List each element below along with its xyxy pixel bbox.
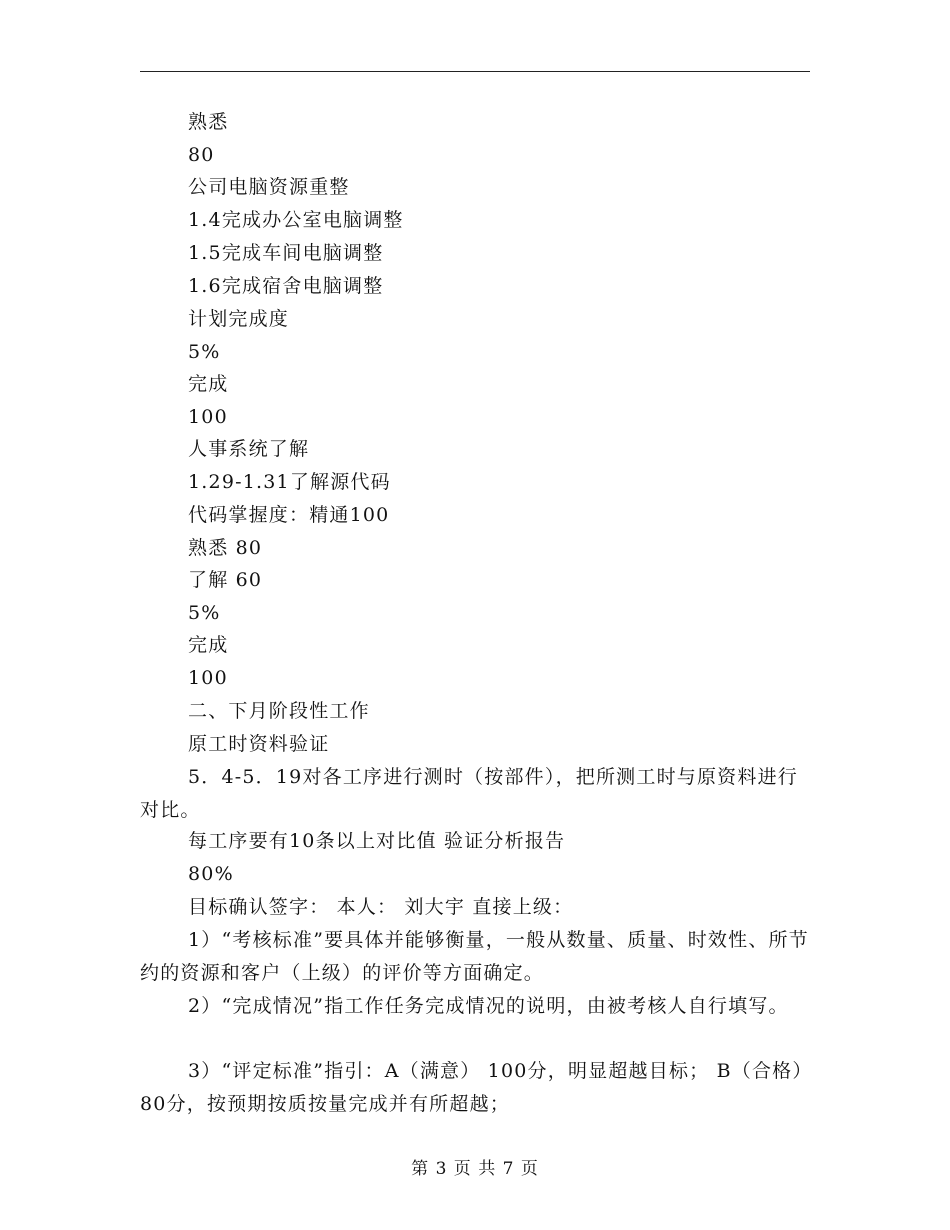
text-line: 原工时资料验证 [188, 733, 330, 755]
text-line: 完成 [188, 373, 229, 395]
text-line: 80 [188, 144, 215, 166]
text-line: 5% [188, 341, 221, 363]
note-paragraph: 2）“完成情况”指工作任务完成情况的说明，由被考核人自行填写。 [188, 995, 789, 1017]
paragraph: 5．4-5．19对各工序进行测时（按部件），把所测工时与原资料进行对比。 [140, 766, 798, 821]
text-line: 人事系统了解 [188, 438, 310, 460]
header-rule [140, 71, 810, 72]
text-line: 1.4完成办公室电脑调整 [188, 209, 404, 231]
text-line: 完成 [188, 634, 229, 656]
text-line: 计划完成度 [188, 308, 290, 330]
text-line: 100 [188, 406, 228, 428]
page-footer: 第 3 页 共 7 页 [411, 1159, 539, 1179]
text-line: 熟悉 80 [188, 537, 263, 559]
text-line: 了解 60 [188, 569, 263, 591]
signature-line: 目标确认签字： 本人： 刘大宇 直接上级： [188, 896, 574, 918]
text-line: 1.29-1.31了解源代码 [188, 471, 391, 493]
text-line: 每工序要有10条以上对比值 验证分析报告 [188, 830, 566, 852]
text-line: 代码掌握度：精通100 [188, 504, 390, 526]
text-line: 100 [188, 667, 228, 689]
note-paragraph: 1）“考核标准”要具体并能够衡量，一般从数量、质量、时效性、所节约的资源和客户（上级）的评价等方面确定。 [140, 929, 809, 984]
text-line: 1.6完成宿舍电脑调整 [188, 275, 384, 297]
text-line: 80% [188, 863, 234, 885]
text-line: 熟悉 [188, 111, 229, 133]
text-line: 公司电脑资源重整 [188, 176, 350, 198]
text-line: 1.5完成车间电脑调整 [188, 242, 384, 264]
note-paragraph: 3）“评定标准”指引：A（满意） 100分，明显超越目标； B（合格） 80分，按预期按质按量完成并有所超越； [140, 1060, 813, 1115]
section-heading: 二、下月阶段性工作 [188, 700, 370, 722]
text-line: 5% [188, 602, 221, 624]
